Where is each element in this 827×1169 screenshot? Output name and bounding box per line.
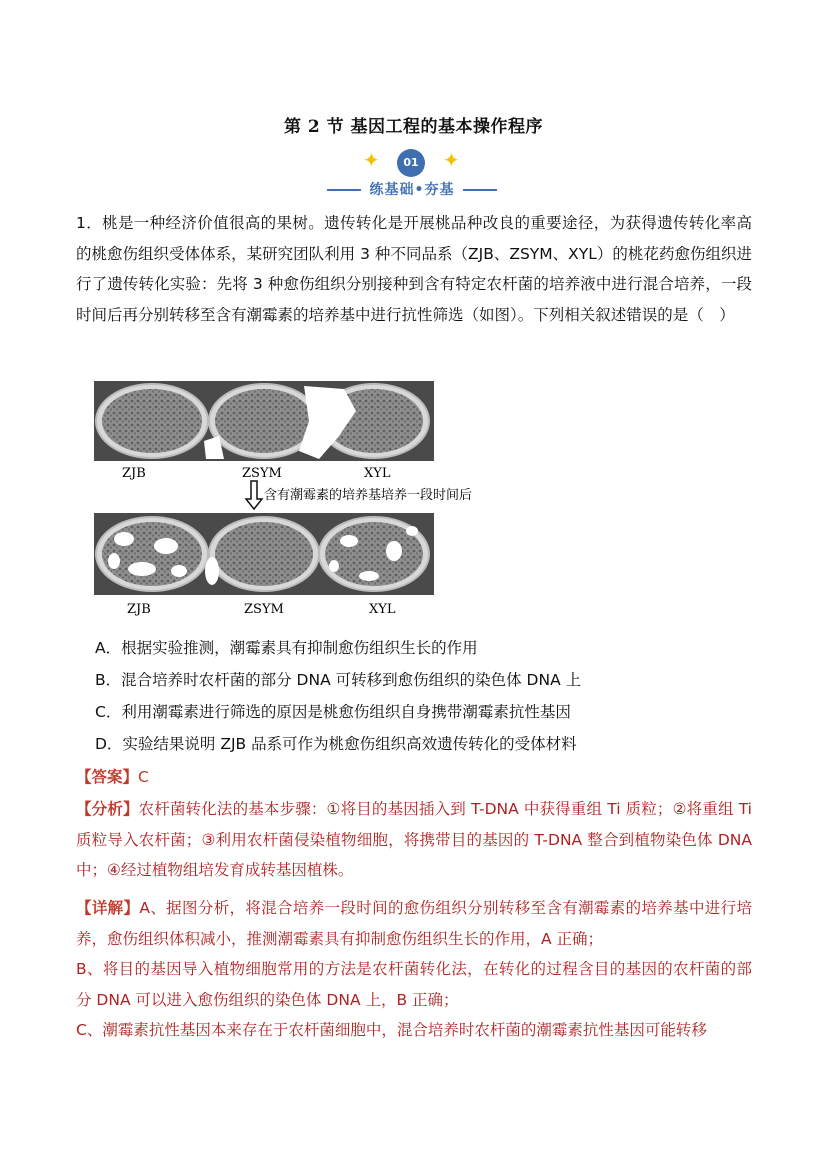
section-number: 01: [397, 149, 425, 177]
analysis-block: [76, 794, 752, 886]
star-icon: ✦: [443, 148, 460, 172]
answer-value: C: [138, 768, 149, 786]
label-top-zjb: ZJB: [122, 466, 146, 481]
option-b: B．混合培养时农杆菌的部分 DNA 可转移到愈伤组织的染色体 DNA 上: [95, 671, 582, 689]
option-c: C．利用潮霉素进行筛选的原因是桃愈伤组织自身携带潮霉素抗性基因: [95, 703, 571, 721]
option-a: A．根据实验推测，潮霉素具有抑制愈伤组织生长的作用: [95, 639, 478, 657]
callus-top-zsym: [215, 389, 313, 453]
question-stem: 1．桃是一种经济价值很高的果树。遗传转化是开展桃品种改良的重要途径，为获得遗传转化率高的桃愈伤组织受体体系，某研究团队利用 3 种不同品系（ZJB、ZSYM、XYL）的桃花药愈伤组织进行了遗传转化实验：先将 3 种愈伤组织分别接种到含有特定农杆菌的培养液中进行混合培养，一段时间后再分别转移至含有潮霉素的培养基中进行抗性筛选（如图）。下列相关叙述错误的是（ ）: [76, 214, 752, 324]
label-bottom-xyl: XYL: [369, 602, 396, 617]
experiment-photo: [94, 381, 514, 621]
answer-label: 【答案】: [76, 768, 139, 786]
down-arrow-icon: [246, 481, 262, 509]
detail-block: [76, 893, 752, 1046]
label-top-zsym: ZSYM: [242, 466, 282, 481]
section-caption: 练基础•夯基: [369, 182, 455, 198]
section-badge: [357, 146, 467, 198]
detail-label: 【详解】: [76, 899, 140, 917]
label-bottom-zsym: ZSYM: [244, 602, 284, 617]
answer-line: [76, 762, 149, 792]
option-d: D．实验结果说明 ZJB 品系可作为桃愈伤组织高效遗传转化的受体材料: [95, 735, 577, 753]
divider-right: [463, 189, 497, 191]
callus-bottom-zsym: [215, 522, 313, 586]
experiment-figure: [94, 381, 514, 621]
callus-top-zjb: [102, 389, 202, 453]
analysis-label: 【分析】: [76, 800, 139, 818]
analysis-text: 农杆菌转化法的基本步骤：①将目的基因插入到 T-DNA 中获得重组 Ti 质粒；②将重组 Ti 质粒导入农杆菌；③利用农杆菌侵染植物细胞，将携带目的基因的 T-DNA 整合到植物染色体 DNA 中；④经过植物组培发育成转基因植株。: [76, 800, 752, 879]
page-title: 第 2 节 基因工程的基本操作程序: [283, 117, 544, 137]
star-icon: ✦: [363, 148, 380, 172]
label-bottom-zjb: ZJB: [127, 602, 151, 617]
detail-paragraph: C、潮霉素抗性基因本来存在于农杆菌细胞中，混合培养时农杆菌的潮霉素抗性基因可能转移: [76, 1021, 707, 1039]
detail-paragraph: A、据图分析，将混合培养一段时间的愈伤组织分别转移至含有潮霉素的培养基中进行培养，愈伤组织体积减小，推测潮霉素具有抑制愈伤组织生长的作用，A 正确；: [76, 899, 752, 948]
detail-paragraph: B、将目的基因导入植物细胞常用的方法是农杆菌转化法，在转化的过程含目的基因的农杆菌的部分 DNA 可以进入愈伤组织的染色体 DNA 上，B 正确；: [76, 960, 752, 1009]
label-top-xyl: XYL: [364, 466, 391, 481]
arrow-caption: 含有潮霉素的培养基培养一段时间后: [264, 488, 473, 503]
callus-bottom-zjb: [102, 522, 202, 586]
answer-options: [95, 632, 581, 760]
